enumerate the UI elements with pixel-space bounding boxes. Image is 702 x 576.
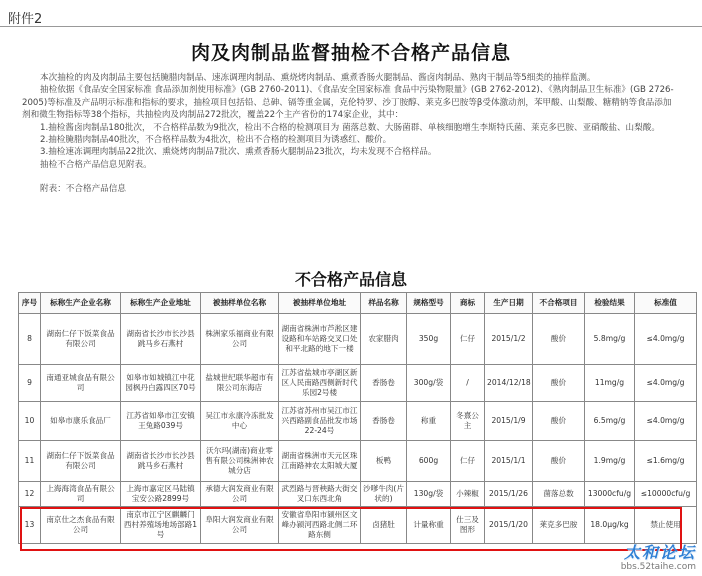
table-cell: 酸价: [533, 365, 585, 402]
table-cell: 12: [19, 482, 41, 507]
table-cell: 仁仔: [451, 441, 485, 482]
result-item-1: 1.抽检酱卤肉制品180批次， 不合格样品数为9批次，检出不合格的检测项目为 菌落总数、大肠菌群、单核细胞增生李斯特氏菌、莱克多巴胺、亚硝酸盐、山梨酸。: [40, 122, 660, 133]
watermark-url: bbs.52taihe.com: [620, 562, 696, 572]
table-cell: 2014/12/18: [485, 365, 533, 402]
table-cell: 江苏省盐城市亭湖区新区人民南路西侧新时代乐园2号楼: [279, 365, 361, 402]
table-cell: 11mg/g: [585, 365, 635, 402]
table-cell: 酸价: [533, 441, 585, 482]
table-cell: 130g/袋: [407, 482, 451, 507]
see-table-note: 抽检不合格产品信息见附表。: [40, 159, 152, 170]
table-cell: 湖南仁仔下饭菜食品有限公司: [41, 441, 121, 482]
table-cell: 禁止使用: [635, 507, 697, 544]
header-cell: 检验结果: [585, 293, 635, 314]
header-cell: 规格型号: [407, 293, 451, 314]
table-cell: 武烈路与晋秧路大街交叉口东西北角: [279, 482, 361, 507]
table-cell: 安徽省阜阳市颍州区文峰办颍河西路北侧二环路东侧: [279, 507, 361, 544]
table-cell: 江苏省苏州市吴江市江兴西路副食品批发市场22-24号: [279, 402, 361, 441]
header-cell: 生产日期: [485, 293, 533, 314]
appendix-note: 附表：不合格产品信息: [40, 184, 126, 195]
table-row: [19, 314, 697, 365]
table-cell: 11: [19, 441, 41, 482]
table-cell: 18.0μg/kg: [585, 507, 635, 544]
table-cell: 称重: [407, 402, 451, 441]
result-item-3: 3.抽检速冻调理肉制品22批次、熏烧烤肉制品7批次、熏煮香肠火腿制品23批次，均未发现不合格样品。: [40, 147, 437, 158]
table-cell: 湖南省株洲市芦淞区建设路和车站路交叉口处和平北路的地下一楼: [279, 314, 361, 365]
table-cell: 计量称重: [407, 507, 451, 544]
table-cell: 2015/1/9: [485, 402, 533, 441]
header-cell: 序号: [19, 293, 41, 314]
table-cell: 如皋市如城镇江中花园枫丹白露四区70号: [121, 365, 201, 402]
table-cell: ≤1.6mg/g: [635, 441, 697, 482]
table-cell: 湖南省长沙市长沙县跳马乡石燕村: [121, 441, 201, 482]
table-cell: 5.8mg/g: [585, 314, 635, 365]
table-cell: 小辣椒: [451, 482, 485, 507]
table-cell: 南通亚城食品有限公司: [41, 365, 121, 402]
table-cell: 板鸭: [361, 441, 407, 482]
table-cell: /: [451, 365, 485, 402]
table-cell: 如皋市康乐食品厂: [41, 402, 121, 441]
table-cell: 仕三及图形: [451, 507, 485, 544]
table-row-highlighted: [19, 507, 697, 544]
table-cell: 阜阳大润发商业有限公司: [201, 507, 279, 544]
header-cell: 标称生产企业名称: [41, 293, 121, 314]
table-cell: 承德大润发商业有限公司: [201, 482, 279, 507]
header-cell: 不合格项目: [533, 293, 585, 314]
document-title: 肉及肉制品监督抽检不合格产品信息: [190, 42, 511, 64]
table-cell: 13: [19, 507, 41, 544]
unqualified-products-table: [18, 292, 697, 544]
table-cell: 湖南省长沙市长沙县跳马乡石燕村: [121, 314, 201, 365]
attachment-label: 附件2: [8, 12, 43, 27]
table-cell: ≤4.0mg/g: [635, 314, 697, 365]
table-cell: 350g: [407, 314, 451, 365]
table-cell: 南京市江宁区麒麟门西村养殖场地场部路1号: [121, 507, 201, 544]
table-cell: 8: [19, 314, 41, 365]
table-cell: 上海海湾食品有限公司: [41, 482, 121, 507]
table-cell: 2015/1/1: [485, 441, 533, 482]
table-cell: 湖南省株洲市天元区珠江南路神农太阳城大厦: [279, 441, 361, 482]
table-cell: 农家腊肉: [361, 314, 407, 365]
table-cell: 沃尔玛(湖南)商业零售有限公司株洲神农城分店: [201, 441, 279, 482]
table-cell: 300g/袋: [407, 365, 451, 402]
table-cell: 江苏省如皋市江安镇王兔路039号: [121, 402, 201, 441]
watermark-logo: 太和论坛: [623, 543, 696, 562]
table-cell: 湖南仁仔下饭菜食品有限公司: [41, 314, 121, 365]
table-container: [18, 292, 697, 544]
table-cell: 酸价: [533, 402, 585, 441]
table-cell: 香肠卷: [361, 402, 407, 441]
table-cell: 冬熹公主: [451, 402, 485, 441]
table-cell: 沙嗲牛肉(片状的): [361, 482, 407, 507]
basis-paragraph: 抽检依据《食品安全国家标准 食品添加剂使用标准》(GB 2760-2011)、《食品安全国家标准 食品中污染物限量》(GB 2762-2012)、《熟肉制品卫生标准》(GB 2726-2005)等标准及产品明示标准和指标的要求，抽检项目包括铅、总砷、镉等重金属，克伦特罗、沙丁胺醇、莱克多巴胺等β受体激动剂，苯甲酸、山梨酸、糖精钠等食品添加剂和微生物指标等38个指标，共抽检肉及肉制品272批次，覆盖22个主产省份的174家企业，其中：: [22, 85, 674, 121]
table-cell: 莱克多巴胺: [533, 507, 585, 544]
table-cell: 600g: [407, 441, 451, 482]
watermark: [621, 540, 696, 572]
table-row: [19, 365, 697, 402]
document-body: [22, 72, 680, 196]
table-cell: 吴江市永康冷冻批发中心: [201, 402, 279, 441]
table-cell: 6.5mg/g: [585, 402, 635, 441]
table-title: 不合格产品信息: [294, 270, 407, 289]
table-cell: 上海市嘉定区马陆镇宝安公路2899号: [121, 482, 201, 507]
table-cell: 9: [19, 365, 41, 402]
table-cell: 2015/1/2: [485, 314, 533, 365]
table-cell: 卤猪肚: [361, 507, 407, 544]
header-cell: 商标: [451, 293, 485, 314]
table-cell: 10: [19, 402, 41, 441]
table-cell: 菌落总数: [533, 482, 585, 507]
intro-paragraph: 本次抽检的肉及肉制品主要包括腌腊肉制品、速冻调理肉制品、熏烧烤肉制品、熏煮香肠火腿制品、酱卤肉制品、熟肉干制品等5细类的抽样监测。: [40, 73, 596, 83]
table-cell: ≤10000cfu/g: [635, 482, 697, 507]
table-cell: 株洲家乐福商业有限公司: [201, 314, 279, 365]
table-row: [19, 482, 697, 507]
header-cell: 样品名称: [361, 293, 407, 314]
table-cell: 2015/1/20: [485, 507, 533, 544]
table-cell: 1.9mg/g: [585, 441, 635, 482]
table-row: [19, 441, 697, 482]
table-row: [19, 402, 697, 441]
table-cell: 酸价: [533, 314, 585, 365]
table-cell: 盐城世纪联华超市有限公司东海店: [201, 365, 279, 402]
table-cell: 13000cfu/g: [585, 482, 635, 507]
table-header-row: [19, 293, 697, 314]
table-cell: ≤4.0mg/g: [635, 402, 697, 441]
table-cell: ≤4.0mg/g: [635, 365, 697, 402]
header-cell: 标准值: [635, 293, 697, 314]
header-divider: [0, 26, 702, 27]
table-cell: 2015/1/26: [485, 482, 533, 507]
table-cell: 香肠卷: [361, 365, 407, 402]
table-cell: 仁仔: [451, 314, 485, 365]
header-cell: 标称生产企业地址: [121, 293, 201, 314]
header-cell: 被抽样单位名称: [201, 293, 279, 314]
table-cell: 南京仕之杰食品有限公司: [41, 507, 121, 544]
result-item-2: 2.抽检腌腊肉制品40批次，不合格样品数为4批次，检出不合格的检测项目为诱惑红、酸价。: [40, 135, 392, 146]
header-cell: 被抽样单位地址: [279, 293, 361, 314]
